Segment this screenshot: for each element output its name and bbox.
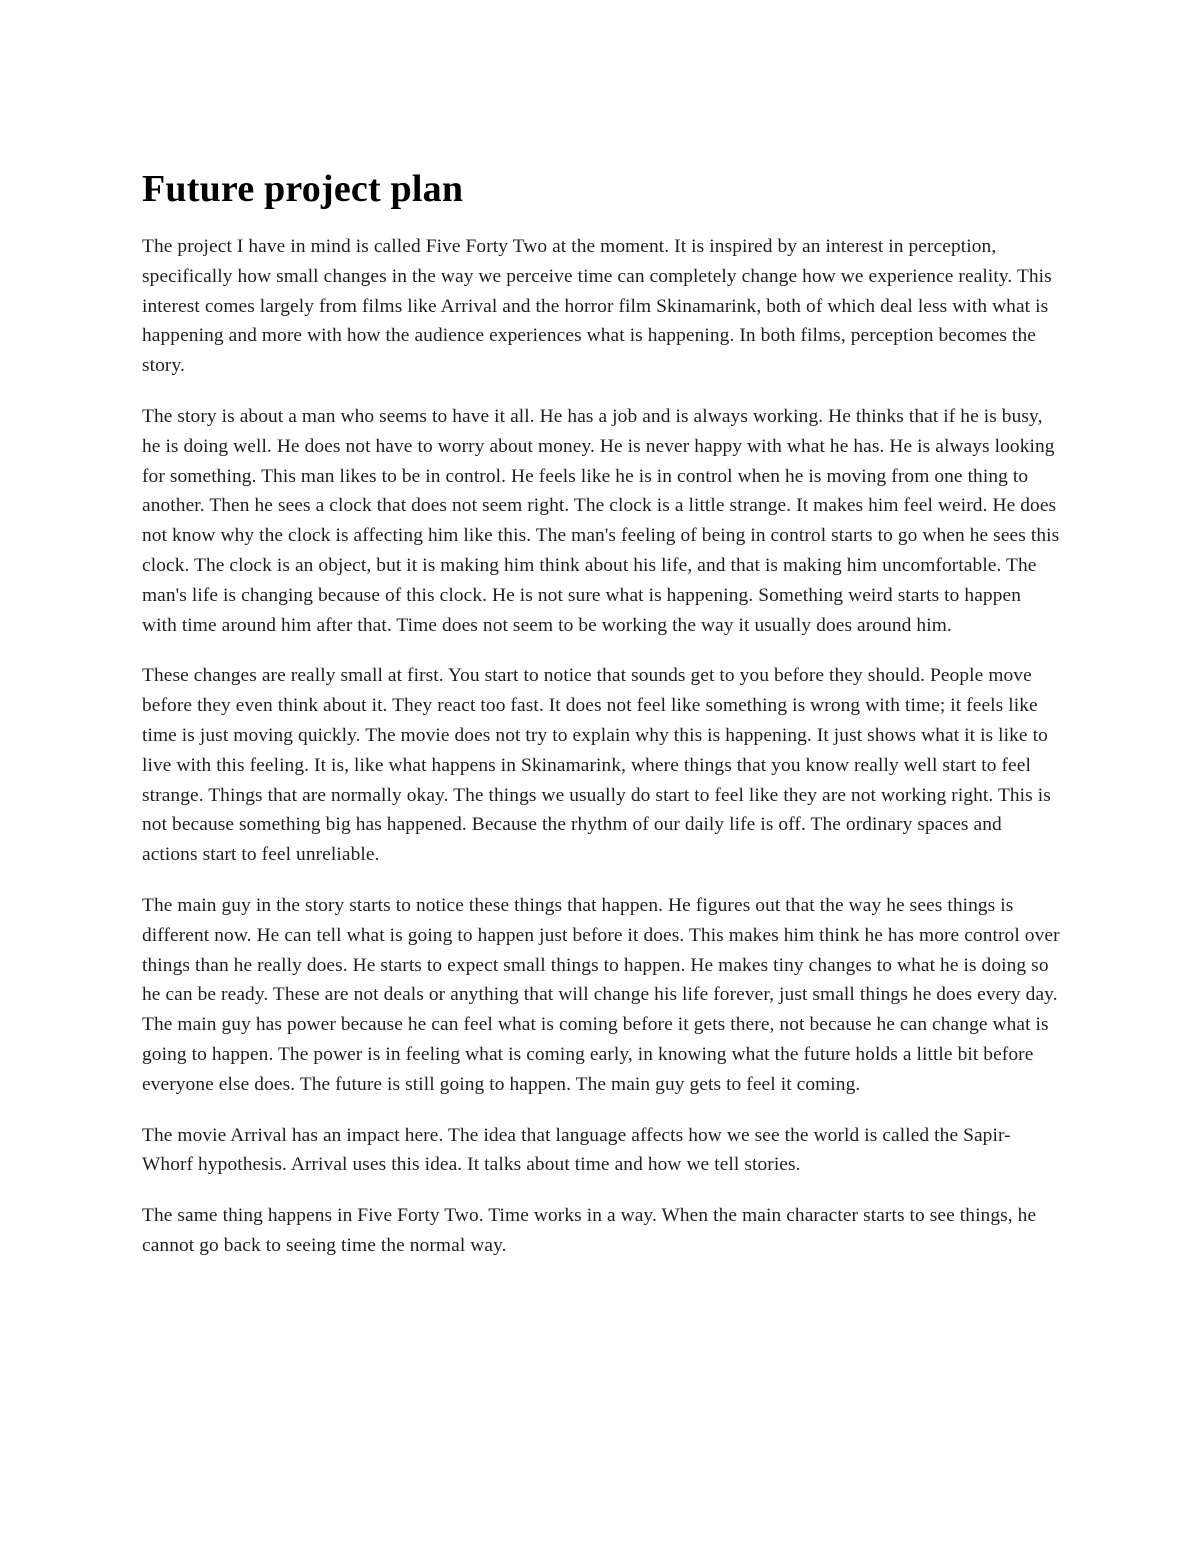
paragraph-main-guy: The main guy in the story starts to notice these things that happen. He figures out that the way he sees things is different now. He can tell what is going to happen just before it does. This makes him think he has more control over things than he really does. He starts to expect small things to happen. He makes tiny changes to what he is doing so he can be ready. These are not deals or anything that will change his life forever, just small things he does every day. The main guy has power because he can feel what is coming before it gets there, not because he can change what is going to happen. The power is in feeling what is coming early, in knowing what the future holds a little bit before everyone else does. The future is still going to happen. The main guy gets to feel it coming.	[142, 894, 1060, 1095]
paragraph-arrival: The movie Arrival has an impact here. The idea that language affects how we see the world is called the Sapir-Whorf hypothesis. Arrival uses this idea. It talks about time and how we tell stories.	[142, 1124, 1011, 1176]
document-title: Future project plan	[142, 168, 464, 210]
paragraph-five-forty-two: The same thing happens in Five Forty Two. Time works in a way. When the main character starts to see things, he cannot go back to seeing time the normal way.	[142, 1205, 1037, 1256]
paragraph-changes: These changes are really small at first. You start to notice that sounds get to you before they should. People move before they even think about it. They react too fast. It does not feel like something is wrong with time; it feels like time is just moving quickly. The movie does not try to explain why this is happening. It just shows what it is like to live with this feeling. It is, like what happens in Skinamarink, where things that you know really well start to feel strange. Things that are normally okay. The things we usually do start to feel like they are not working right. This is not because something big has happened. Because the rhythm of our daily life is off. The ordinary spaces and actions start to feel unreliable.	[142, 665, 1051, 866]
paragraph-story: The story is about a man who seems to have it all. He has a job and is always working. He thinks that if he is busy, he is doing well. He does not have to worry about money. He is never happy with what he has. He is always looking for something. This man likes to be in control. He feels like he is in control when he is moving from one thing to another. Then he sees a clock that does not seem right. The clock is a little strange. It makes him feel weird. He does not know why the clock is affecting him like this. The man's feeling of being in control starts to go when he sees this clock. The clock is an object, but it is making him think about his life, and that is making him uncomfortable. The man's life is changing because of this clock. He is not sure what is happening. Something weird starts to happen with time around him after that. Time does not seem to be working the way it usually does around him.	[142, 405, 1060, 636]
document-body	[142, 164, 1060, 1282]
paragraph-intro: The project I have in mind is called Five Forty Two at the moment. It is inspired by an interest in perception, specifically how small changes in the way we perceive time can completely change how we experience reality. This interest comes largely from films like Arrival and the horror film Skinamarink, both of which deal less with what is happening and more with how the audience experiences what is happening. In both films, perception becomes the story.	[142, 236, 1052, 377]
